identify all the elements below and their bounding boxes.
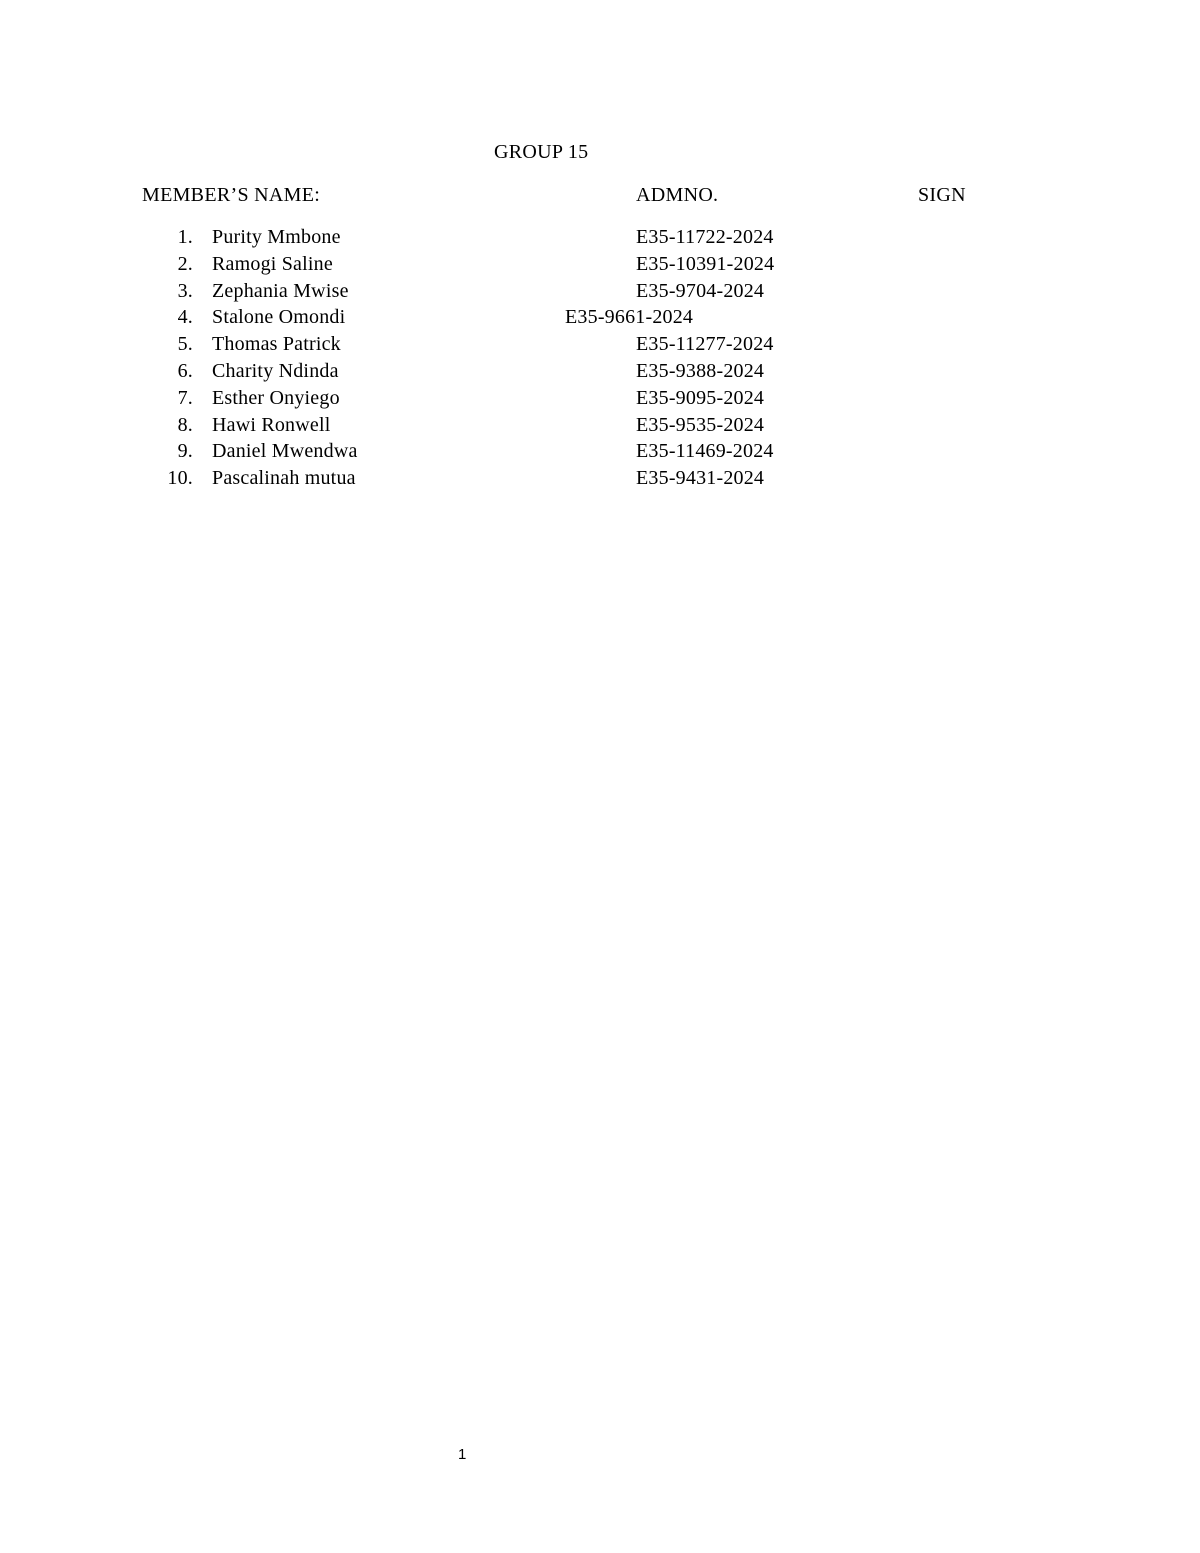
member-name: Pascalinah mutua <box>212 467 356 490</box>
member-number: 10. <box>167 467 193 490</box>
member-number: 1. <box>177 226 193 248</box>
member-row <box>0 333 1200 360</box>
member-number: 6. <box>177 359 193 382</box>
member-name: Daniel Mwendwa <box>212 440 358 463</box>
member-admno: E35-10391-2024 <box>636 252 775 275</box>
member-number: 7. <box>177 386 193 409</box>
page-title: GROUP 15 <box>494 141 589 163</box>
member-admno: E35-9095-2024 <box>636 386 765 409</box>
member-admno: E35-11722-2024 <box>636 226 774 248</box>
member-name: Thomas Patrick <box>212 333 341 356</box>
member-admno: E35-9431-2024 <box>636 467 765 490</box>
member-admno: E35-9661-2024 <box>565 306 694 329</box>
member-row <box>0 440 1200 467</box>
member-row <box>0 253 1200 280</box>
member-name: Stalone Omondi <box>212 306 346 329</box>
member-row <box>0 387 1200 414</box>
page-number: 1 <box>458 1446 467 1463</box>
member-name: Purity Mmbone <box>212 226 341 248</box>
member-number: 5. <box>177 333 193 356</box>
member-row <box>0 467 1200 494</box>
member-row <box>0 280 1200 307</box>
column-header-name: MEMBER’S NAME: <box>142 184 321 206</box>
member-name: Zephania Mwise <box>212 279 349 302</box>
member-name: Esther Onyiego <box>212 386 340 409</box>
member-admno: E35-9704-2024 <box>636 279 765 302</box>
column-header-sign: SIGN <box>918 184 966 206</box>
member-admno: E35-11277-2024 <box>636 333 774 356</box>
member-number: 2. <box>177 252 193 275</box>
member-row <box>0 360 1200 387</box>
member-number: 3. <box>177 279 193 302</box>
member-list <box>0 226 1200 494</box>
member-number: 9. <box>177 440 193 463</box>
member-number: 8. <box>177 413 193 436</box>
member-name: Hawi Ronwell <box>212 413 331 436</box>
member-admno: E35-11469-2024 <box>636 440 774 463</box>
member-name: Charity Ndinda <box>212 359 339 382</box>
column-header-admno: ADMNO. <box>636 184 719 206</box>
member-row <box>0 306 1200 333</box>
member-admno: E35-9535-2024 <box>636 413 765 436</box>
member-admno: E35-9388-2024 <box>636 359 765 382</box>
member-name: Ramogi Saline <box>212 252 333 275</box>
member-row <box>0 226 1200 253</box>
member-row <box>0 414 1200 441</box>
member-number: 4. <box>177 306 193 329</box>
